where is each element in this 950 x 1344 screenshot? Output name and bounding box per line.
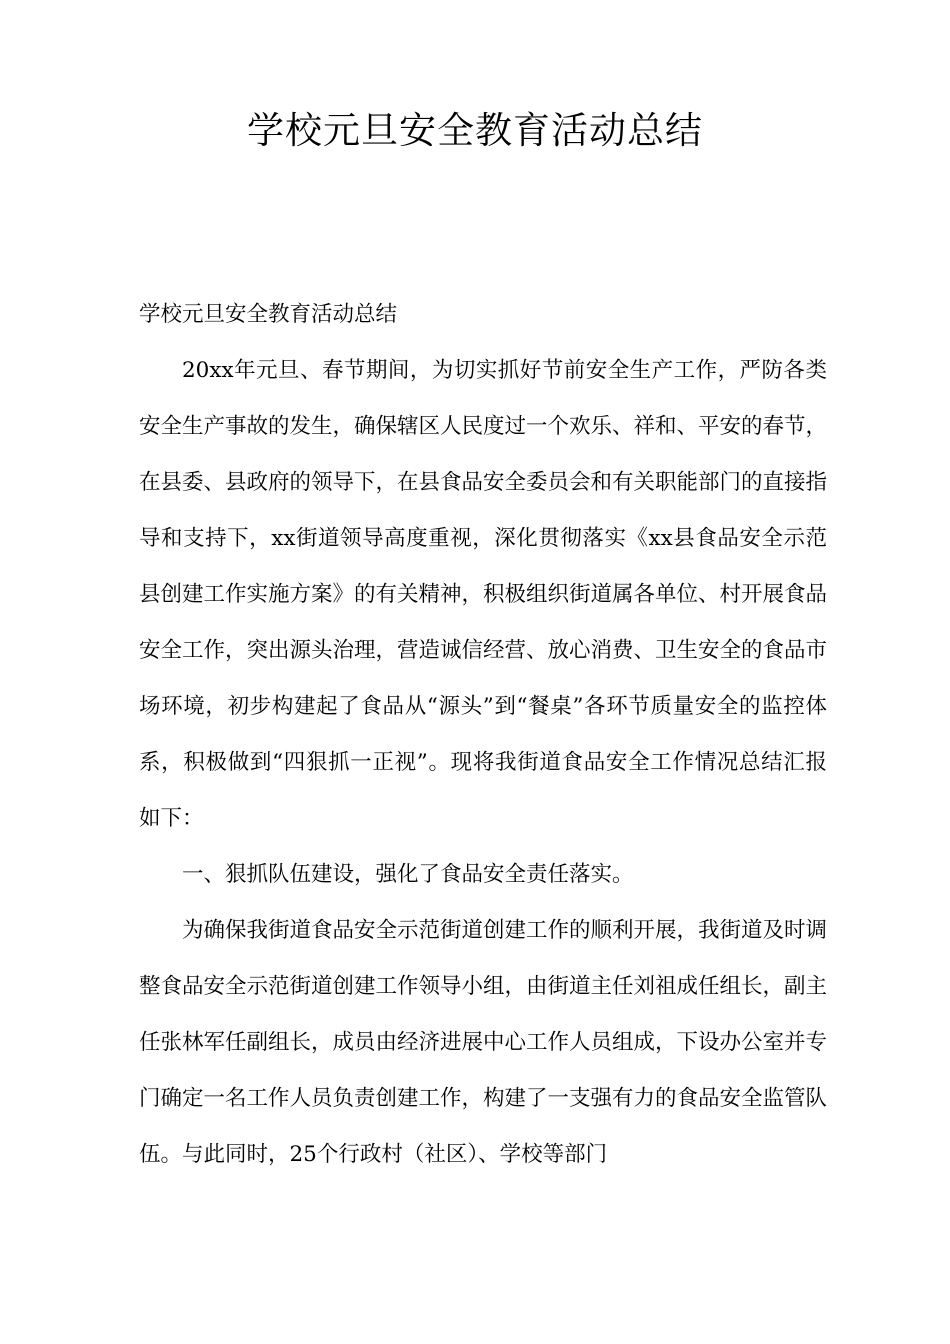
document-title: 学校元旦安全教育活动总结 <box>247 109 703 152</box>
paragraph-section-1: 为确保我街道食品安全示范街道创建工作的顺利开展，我街道及时调整食品安全示范街道创建工作领导小组，由街道主任刘祖成任组长，副主任张林军任副组长，成员由经济进展中心工作人员组成，下设办公室并专门确定一名工作人员负责创建工作，构建了一支强有力的食品安全监管队伍。与此同时，25个行政村（社区）、学校等部门 <box>139 918 828 1167</box>
section-heading-1: 一、狠抓队伍建设，强化了食品安全责任落实。 <box>182 862 634 887</box>
document-subtitle: 学校元旦安全教育活动总结 <box>139 302 398 327</box>
document-body <box>139 287 827 1183</box>
paragraph-intro: 20xx年元旦、春节期间，为切实抓好节前安全生产工作，严防各类安全生产事故的发生，确保辖区人民度过一个欢乐、祥和、平安的春节，在县委、县政府的领导下，在县食品安全委员会和有关职能部门的直接指导和支持下，xx街道领导高度重视，深化贯彻落实《xx县食品安全示范县创建工作实施方案》的有关精神，积极组织街道属各单位、村开展食品安全工作，突出源头治理，营造诚信经营、放心消费、卫生安全的食品市场环境，初步构建起了食品从“源头”到“餐桌”各环节质量安全的监控体系，积极做到“四狠抓一正视”。现将我街道食品安全工作情况总结汇报如下： <box>139 358 828 831</box>
